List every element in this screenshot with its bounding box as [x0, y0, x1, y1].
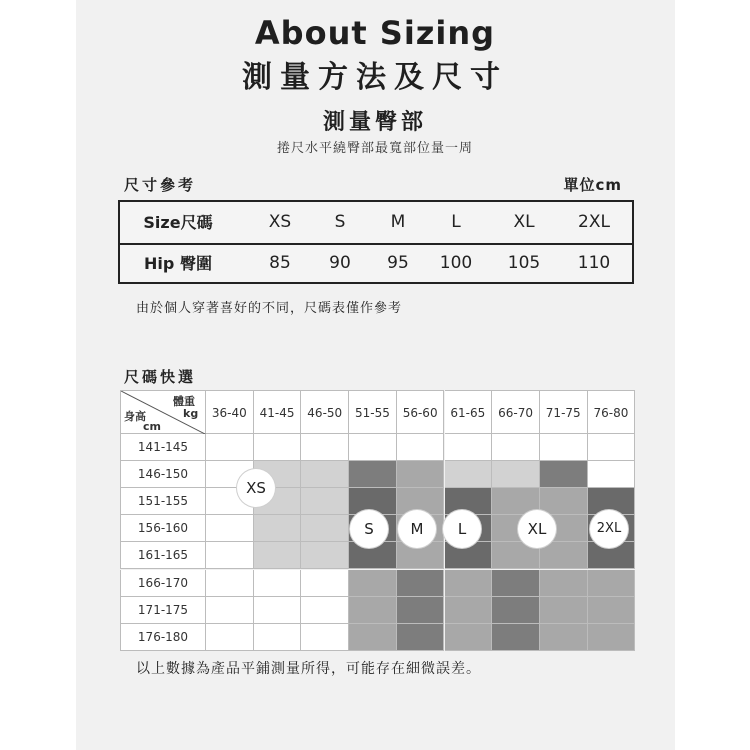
grid-cell — [588, 434, 636, 461]
hip-row-head — [128, 243, 228, 284]
size-bubble-xl: XL — [518, 510, 556, 548]
grid-cell — [254, 434, 302, 461]
grid-cell — [588, 597, 636, 624]
grid-cell — [206, 597, 254, 624]
hip-cell: 100 — [439, 253, 473, 273]
grid-cell — [206, 624, 254, 651]
hip-row — [120, 243, 632, 284]
grid-cell — [349, 624, 397, 651]
grid-cell — [445, 570, 493, 597]
size-cell: L — [451, 212, 461, 232]
grid-cell — [540, 488, 588, 515]
hip-cell: 110 — [577, 253, 611, 273]
size-bubble-s: S — [350, 510, 388, 548]
grid-cell — [397, 570, 445, 597]
grid-cell — [445, 434, 493, 461]
height-header-cell: 146-150 — [120, 461, 206, 488]
size-row-head — [128, 202, 228, 243]
height-header-cell: 161-165 — [120, 542, 206, 569]
hip-cell: 90 — [329, 253, 351, 273]
weight-header-cell: 56-60 — [397, 390, 445, 434]
grid-cell — [445, 624, 493, 651]
size-reference-note: 由於個人穿著喜好的不同，尺碼表僅作參考 — [136, 301, 403, 316]
hip-head-zh: 臀圍 — [179, 254, 212, 273]
grid-cell — [540, 542, 588, 569]
grid-cell — [540, 570, 588, 597]
grid-cell — [588, 624, 636, 651]
grid-cell — [349, 434, 397, 461]
weight-header-cell: 51-55 — [349, 390, 397, 434]
grid-cell — [206, 542, 254, 569]
grid-cell — [445, 461, 493, 488]
size-bubble-l: L — [443, 510, 481, 548]
grid-cell — [301, 624, 349, 651]
grid-cell — [254, 515, 302, 542]
grid-cell — [397, 624, 445, 651]
height-header-cell: 156-160 — [120, 515, 206, 542]
size-cell: XL — [513, 212, 535, 232]
grid-cell — [206, 570, 254, 597]
grid-cell — [254, 570, 302, 597]
size-quick-select-grid — [120, 390, 635, 651]
grid-cell — [301, 461, 349, 488]
grid-cell — [301, 597, 349, 624]
grid-cell — [206, 515, 254, 542]
grid-cell — [397, 597, 445, 624]
weight-header-cell: 46-50 — [301, 390, 349, 434]
page-title-zh: 測量方法及尺寸 — [242, 60, 508, 95]
size-bubble-xs: XS — [237, 469, 275, 507]
grid-cell — [301, 488, 349, 515]
grid-cell — [254, 597, 302, 624]
grid-cell — [492, 570, 540, 597]
measure-section-title: 測量臀部 — [322, 110, 427, 135]
height-header-cell: 176-180 — [120, 624, 206, 651]
weight-header-cell: 76-80 — [588, 390, 636, 434]
grid-cell — [301, 434, 349, 461]
grid-cell — [301, 570, 349, 597]
size-bubble-2xl: 2XL — [590, 510, 628, 548]
size-cell: 2XL — [578, 212, 610, 232]
height-header-cell: 141-145 — [120, 434, 206, 461]
size-cell: XS — [268, 212, 292, 232]
grid-cell — [588, 570, 636, 597]
grid-cell — [301, 515, 349, 542]
grid-cell — [397, 461, 445, 488]
measure-section-desc: 捲尺水平繞臀部最寬部位量一周 — [276, 141, 473, 156]
height-header-cell: 171-175 — [120, 597, 206, 624]
weight-header-cell: 71-75 — [540, 390, 588, 434]
corner-weight-unit: kg — [183, 407, 199, 420]
height-header-cell: 166-170 — [120, 570, 206, 597]
weight-header-cell: 61-65 — [445, 390, 493, 434]
hip-cell: 95 — [387, 253, 409, 273]
weight-header-cell: 66-70 — [492, 390, 540, 434]
grid-cell — [349, 597, 397, 624]
grid-cell — [206, 434, 254, 461]
height-header-cell: 151-155 — [120, 488, 206, 515]
size-reference-table — [118, 200, 634, 284]
grid-cell — [349, 461, 397, 488]
grid-cell — [588, 461, 636, 488]
quick-select-label: 尺碼快選 — [124, 368, 197, 386]
size-head-en: Size — [143, 213, 181, 232]
size-reference-label: 尺寸參考 — [124, 176, 197, 194]
corner-height-label: 身高 — [124, 410, 146, 423]
size-row — [120, 202, 632, 245]
grid-cell — [492, 461, 540, 488]
grid-cell — [397, 434, 445, 461]
unit-label: 單位cm — [563, 176, 622, 194]
corner-height-unit: cm — [143, 420, 161, 433]
grid-cell — [492, 597, 540, 624]
corner-weight-label: 體重 — [173, 395, 195, 408]
page-title-en: About Sizing — [254, 14, 496, 52]
grid-corner-cell — [120, 390, 206, 434]
grid-cell — [540, 461, 588, 488]
hip-cell: 105 — [507, 253, 541, 273]
footer-note: 以上數據為產品平鋪測量所得，可能存在細微誤差。 — [136, 661, 481, 677]
hip-head-en: Hip — [144, 254, 175, 273]
size-bubble-m: M — [398, 510, 436, 548]
size-head-zh: 尺碼 — [180, 213, 213, 232]
grid-cell — [254, 624, 302, 651]
hip-cell: 85 — [269, 253, 291, 273]
grid-cell — [445, 597, 493, 624]
size-cell: S — [334, 212, 346, 232]
grid-cell — [540, 624, 588, 651]
grid-cell — [540, 434, 588, 461]
weight-header-cell: 36-40 — [206, 390, 254, 434]
grid-cell — [540, 597, 588, 624]
grid-cell — [349, 570, 397, 597]
size-cell: M — [390, 212, 406, 232]
weight-header-cell: 41-45 — [254, 390, 302, 434]
grid-cell — [492, 624, 540, 651]
grid-cell — [492, 434, 540, 461]
grid-cell — [301, 542, 349, 569]
grid-cell — [254, 542, 302, 569]
